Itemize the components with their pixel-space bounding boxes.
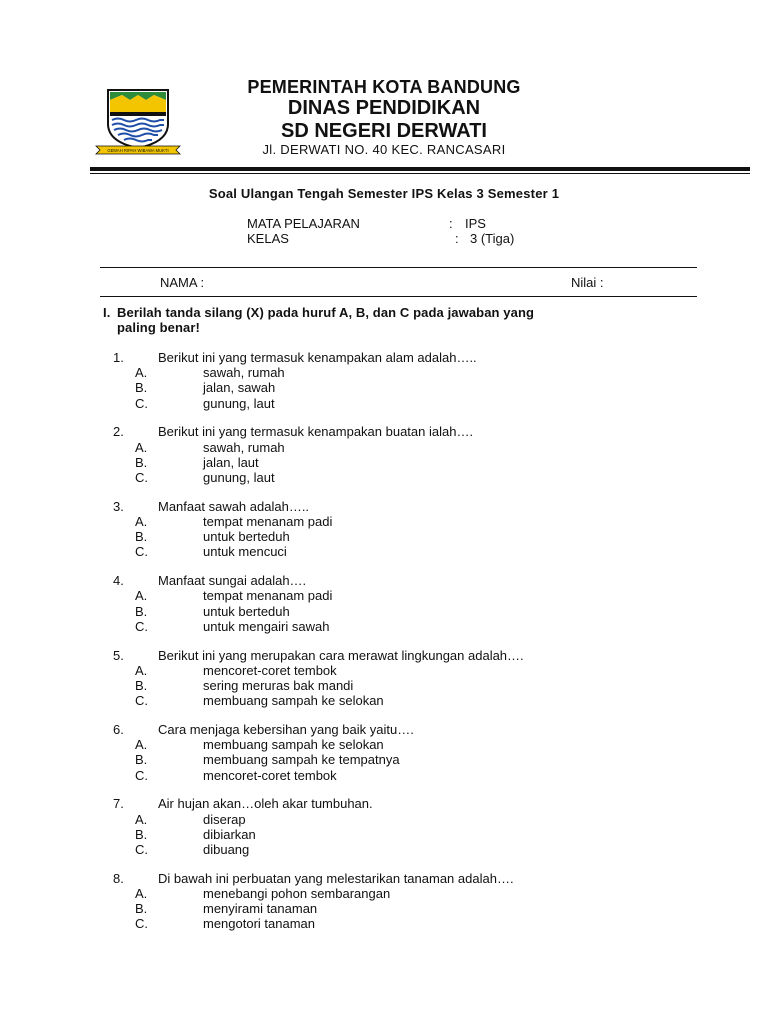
- option-letter: B.: [135, 603, 148, 619]
- option-text: untuk mengairi sawah: [203, 618, 330, 634]
- answer-option: [0, 678, 768, 693]
- instruction-line-2: paling benar!: [117, 320, 200, 335]
- subject-colon: :: [449, 216, 453, 231]
- student-box-top-line: [100, 267, 697, 268]
- instruction-line-1: Berilah tanda silang (X) pada huruf A, B, dan C pada jawaban yang: [117, 305, 535, 320]
- exam-title: Soal Ulangan Tengah Semester IPS Kelas 3 Semester 1: [208, 186, 560, 201]
- answer-option: [0, 470, 768, 485]
- option-letter: A.: [135, 588, 148, 604]
- option-letter: B.: [135, 677, 148, 693]
- option-letter: B.: [135, 454, 148, 470]
- header-government: PEMERINTAH KOTA BANDUNG: [247, 77, 521, 97]
- option-text: gunung, laut: [203, 469, 275, 485]
- question-text: Berikut ini yang merupakan cara merawat lingkungan adalah….: [158, 647, 524, 663]
- option-text: dibiarkan: [203, 826, 256, 842]
- question-number: 3.: [113, 498, 124, 514]
- question-number: 8.: [113, 870, 124, 886]
- option-letter: A.: [135, 513, 148, 529]
- logo-ribbon-text: GEMAH RIPAH WIBAWA MUKTI: [107, 148, 169, 154]
- answer-option: [0, 396, 768, 411]
- subject-label: MATA PELAJARAN: [247, 216, 360, 231]
- answer-option: [0, 365, 768, 380]
- option-text: jalan, sawah: [203, 380, 276, 396]
- question-text: Air hujan akan…oleh akar tumbuhan.: [158, 796, 373, 812]
- option-text: jalan, laut: [203, 454, 259, 470]
- question-number: 2.: [113, 424, 124, 440]
- option-text: menyirami tanaman: [203, 901, 318, 917]
- option-text: mencoret-coret tembok: [203, 767, 337, 783]
- option-text: mencoret-coret tembok: [203, 662, 337, 678]
- option-text: gunung, laut: [203, 395, 275, 411]
- option-letter: C.: [135, 767, 148, 783]
- answer-option: [0, 693, 768, 708]
- answer-option: [0, 886, 768, 901]
- question-number: 6.: [113, 722, 124, 737]
- option-letter: C.: [135, 544, 148, 560]
- answer-option: [0, 380, 768, 395]
- answer-option: [0, 842, 768, 857]
- answer-option: [0, 901, 768, 916]
- question-text: Manfaat sungai adalah….: [158, 573, 307, 589]
- option-letter: B.: [135, 901, 148, 917]
- option-letter: B.: [135, 380, 148, 396]
- option-letter: C.: [135, 618, 148, 634]
- option-text: membuang sampah ke selokan: [203, 693, 384, 709]
- answer-option: [0, 663, 768, 678]
- option-letter: A.: [135, 737, 148, 753]
- class-label: KELAS: [247, 231, 289, 246]
- answer-option: [0, 827, 768, 842]
- option-letter: C.: [135, 693, 148, 709]
- header-divider-thick: [90, 167, 750, 171]
- option-text: tempat menanam padi: [203, 513, 333, 529]
- option-text: mengotori tanaman: [203, 916, 316, 932]
- option-letter: C.: [135, 395, 148, 411]
- option-letter: C.: [135, 469, 148, 485]
- option-text: sering meruras bak mandi: [203, 677, 354, 693]
- option-text: sawah, rumah: [203, 365, 285, 381]
- option-letter: B.: [135, 826, 148, 842]
- student-name-label: NAMA :: [160, 275, 205, 290]
- student-box-bottom-line: [100, 296, 697, 297]
- option-text: diserap: [203, 811, 246, 827]
- option-text: dibuang: [203, 841, 250, 857]
- answer-option: [0, 529, 768, 544]
- question-text: Manfaat sawah adalah…..: [158, 498, 310, 514]
- option-letter: C.: [135, 916, 148, 932]
- instruction: [103, 305, 623, 335]
- option-text: sawah, rumah: [203, 439, 285, 455]
- option-letter: A.: [135, 811, 148, 827]
- header-school-name: SD NEGERI DERWATI: [281, 120, 487, 142]
- option-letter: A.: [135, 885, 148, 901]
- question-text: Cara menjaga kebersihan yang baik yaitu….: [158, 722, 414, 737]
- score-label: Nilai :: [571, 275, 604, 290]
- answer-option: [0, 514, 768, 529]
- instruction-number: I.: [103, 305, 111, 320]
- option-letter: C.: [135, 841, 148, 857]
- answer-option: [0, 544, 768, 559]
- answer-option: [0, 588, 768, 603]
- class-colon: :: [455, 231, 459, 246]
- option-letter: B.: [135, 529, 148, 545]
- option-text: tempat menanam padi: [203, 588, 333, 604]
- option-text: membuang sampah ke selokan: [203, 737, 384, 753]
- question-text: Berikut ini yang termasuk kenampakan buatan ialah….: [158, 424, 474, 440]
- header-address: Jl. DERWATI NO. 40 KEC. RANCASARI: [262, 142, 506, 157]
- question-number: 1.: [113, 350, 124, 365]
- answer-option: [0, 455, 768, 470]
- subject-value: IPS: [465, 216, 486, 231]
- option-text: untuk berteduh: [203, 529, 290, 545]
- option-letter: A.: [135, 662, 148, 678]
- header-department: DINAS PENDIDIKAN: [287, 97, 481, 119]
- option-text: membuang sampah ke tempatnya: [203, 752, 400, 768]
- option-text: untuk mencuci: [203, 544, 287, 560]
- question-text: Berikut ini yang termasuk kenampakan alam adalah…..: [158, 350, 477, 365]
- answer-option: [0, 916, 768, 931]
- answer-option: [0, 812, 768, 827]
- class-value: 3 (Tiga): [470, 231, 515, 246]
- question-number: 5.: [113, 647, 124, 663]
- option-letter: B.: [135, 752, 148, 768]
- answer-option: [0, 752, 768, 767]
- option-letter: A.: [135, 439, 148, 455]
- answer-option: [0, 737, 768, 752]
- answer-option: [0, 604, 768, 619]
- answer-option: [0, 619, 768, 634]
- question-number: 7.: [113, 796, 124, 812]
- answer-option: [0, 440, 768, 455]
- header-divider-thin: [90, 173, 750, 174]
- option-letter: A.: [135, 365, 148, 381]
- question-text: Di bawah ini perbuatan yang melestarikan tanaman adalah….: [158, 870, 514, 886]
- option-text: untuk berteduh: [203, 603, 290, 619]
- option-text: menebangi pohon sembarangan: [203, 885, 391, 901]
- answer-option: [0, 768, 768, 783]
- question-number: 4.: [113, 573, 124, 589]
